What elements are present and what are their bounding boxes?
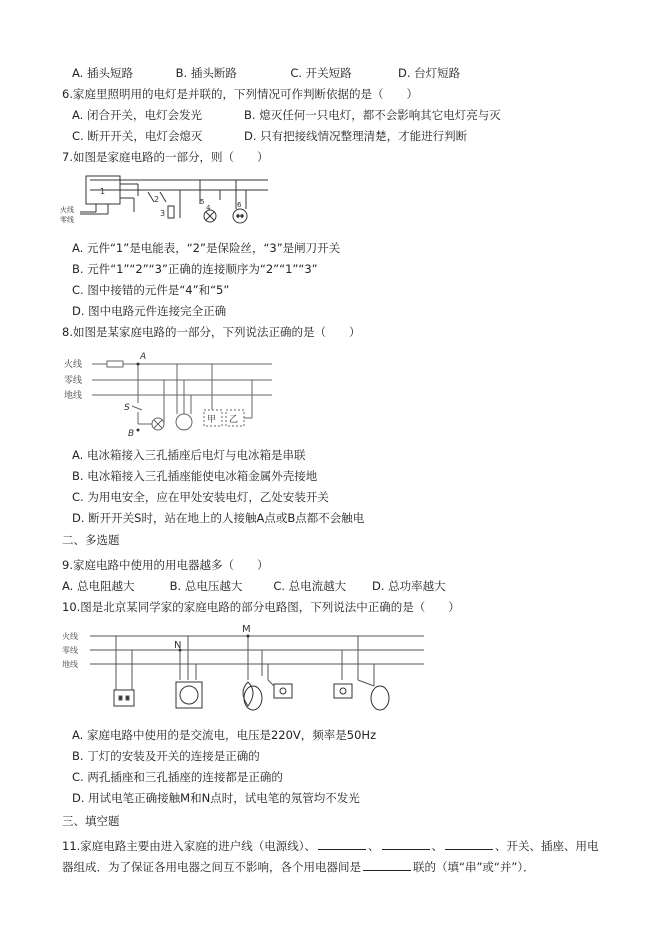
q7-label-6: 6 bbox=[237, 201, 242, 209]
q7-label-fire: 火线 bbox=[60, 206, 74, 214]
q8-label-yi: 乙 bbox=[229, 415, 239, 425]
q7-label-3: 3 bbox=[160, 209, 166, 218]
q8-label-ground: 地线 bbox=[64, 391, 83, 401]
q7-option-d: D. 图中电路元件连接完全正确 bbox=[72, 304, 227, 318]
q8-label-fire: 火线 bbox=[64, 360, 83, 370]
q7-option-b: B. 元件“1”“2”“3”正确的连接顺序为“2”“1”“3” bbox=[72, 262, 318, 276]
q9-option-a: A. 总电阻越大 bbox=[62, 579, 135, 593]
q11-text-4: 联的（填“串”或“并”）． bbox=[413, 860, 535, 874]
q11-line-1 bbox=[62, 838, 599, 854]
q5-option-c: C. 开关短路 bbox=[290, 66, 352, 80]
q9-option-d: D. 总功率越大 bbox=[371, 579, 446, 593]
q7-option-a: A. 元件“1”是电能表，“2”是保险丝，“3”是闸刀开关 bbox=[72, 241, 341, 255]
q8-label-b: B bbox=[128, 429, 135, 439]
q5-options bbox=[72, 65, 460, 81]
section-fill-blank: 三、填空题 bbox=[62, 814, 120, 828]
q11-sep-2: 、 bbox=[431, 839, 444, 853]
q5-option-a: A. 插头短路 bbox=[72, 66, 133, 80]
q9-options bbox=[62, 578, 446, 594]
q11-sep-1: 、 bbox=[368, 839, 380, 853]
q9-stem: 9.家庭电路中使用的用电器越多（ ） bbox=[62, 558, 269, 572]
q6-option-c: C. 断开开关，电灯会熄灭 bbox=[72, 129, 203, 143]
q5-option-d: D. 台灯短路 bbox=[397, 66, 461, 80]
q8-label-neutral: 零线 bbox=[64, 376, 83, 386]
q9-option-b: B. 总电压越大 bbox=[169, 579, 243, 593]
q7-label-4: 4 bbox=[206, 204, 211, 212]
q10-label-neutral: 零线 bbox=[62, 646, 78, 655]
q11-text-1: 11.家庭电路主要由进入家庭的进户线（电源线）、 bbox=[62, 839, 317, 853]
q6-option-a: A. 闭合开关，电灯会发光 bbox=[72, 108, 202, 122]
q11-line-2 bbox=[62, 859, 535, 875]
q8-option-a: A. 电冰箱接入三孔插座后电灯与电冰箱是串联 bbox=[72, 448, 306, 462]
q10-stem: 10.图是北京某同学家的家庭电路的部分电路图，下列说法中正确的是（ ） bbox=[62, 600, 460, 614]
q8-stem: 8.如图是某家庭电路的一部分，下列说法正确的是（ ） bbox=[62, 325, 361, 339]
q7-circuit-figure bbox=[60, 170, 275, 230]
q10-label-n: N bbox=[174, 640, 182, 651]
q8-label-jia: 甲 bbox=[207, 415, 217, 425]
q11-blank-4[interactable] bbox=[363, 859, 411, 871]
q7-option-c: C. 图中接错的元件是“4”和“5” bbox=[72, 283, 230, 297]
q8-label-a: A bbox=[140, 352, 147, 362]
q6-option-d: D. 只有把接线情况整理清楚，才能进行判断 bbox=[244, 129, 468, 143]
q7-stem: 7.如图是家庭电路的一部分，则（ ） bbox=[62, 150, 269, 164]
q10-option-b: B. 丁灯的安装及开关的连接是正确的 bbox=[72, 749, 260, 763]
section-multiple-choice: 二、多选题 bbox=[62, 533, 120, 547]
q11-text-3: 器组成．为了保证各用电器之间互不影响，各个用电器间是 bbox=[62, 860, 361, 874]
q10-option-c: C. 两孔插座和三孔插座的连接都是正确的 bbox=[72, 770, 283, 784]
q6-option-b: B. 熄灭任何一只电灯，都不会影响其它电灯亮与灭 bbox=[244, 108, 501, 122]
q11-blank-2[interactable] bbox=[382, 838, 430, 850]
q8-label-s: S bbox=[124, 403, 130, 413]
q6-stem: 6.家庭里照明用的电灯是并联的，下列情况可作判断依据的是（ ） bbox=[62, 87, 418, 101]
q10-option-a: A. 家庭电路中使用的是交流电，电压是220V，频率是50Hz bbox=[72, 728, 377, 742]
q11-text-2: 、开关、插座、用电 bbox=[495, 839, 599, 853]
q7-label-neutral: 零线 bbox=[60, 216, 74, 224]
q7-label-5: 5 bbox=[200, 198, 205, 206]
q8-circuit-figure bbox=[62, 348, 277, 443]
q7-label-2: 2 bbox=[154, 195, 160, 204]
q10-option-d: D. 用试电笔正确接触M和N点时，试电笔的氖管均不发光 bbox=[72, 791, 360, 805]
q10-circuit-figure bbox=[62, 620, 432, 720]
q5-option-b: B. 插头断路 bbox=[175, 66, 237, 80]
q10-label-fire: 火线 bbox=[62, 632, 78, 641]
q11-blank-1[interactable] bbox=[318, 838, 366, 850]
q8-option-d: D. 断开开关S时，站在地上的人接触A点或B点都不会触电 bbox=[72, 511, 365, 525]
q8-option-b: B. 电冰箱接入三孔插座能使电冰箱金属外壳接地 bbox=[72, 469, 318, 483]
q7-label-1: 1 bbox=[100, 187, 106, 196]
q10-label-ground: 地线 bbox=[62, 660, 78, 669]
q10-label-m: M bbox=[242, 624, 251, 635]
q11-blank-3[interactable] bbox=[445, 838, 493, 850]
q9-option-c: C. 总电流越大 bbox=[273, 579, 347, 593]
q8-option-c: C. 为用电安全，应在甲处安装电灯，乙处安装开关 bbox=[72, 490, 329, 504]
